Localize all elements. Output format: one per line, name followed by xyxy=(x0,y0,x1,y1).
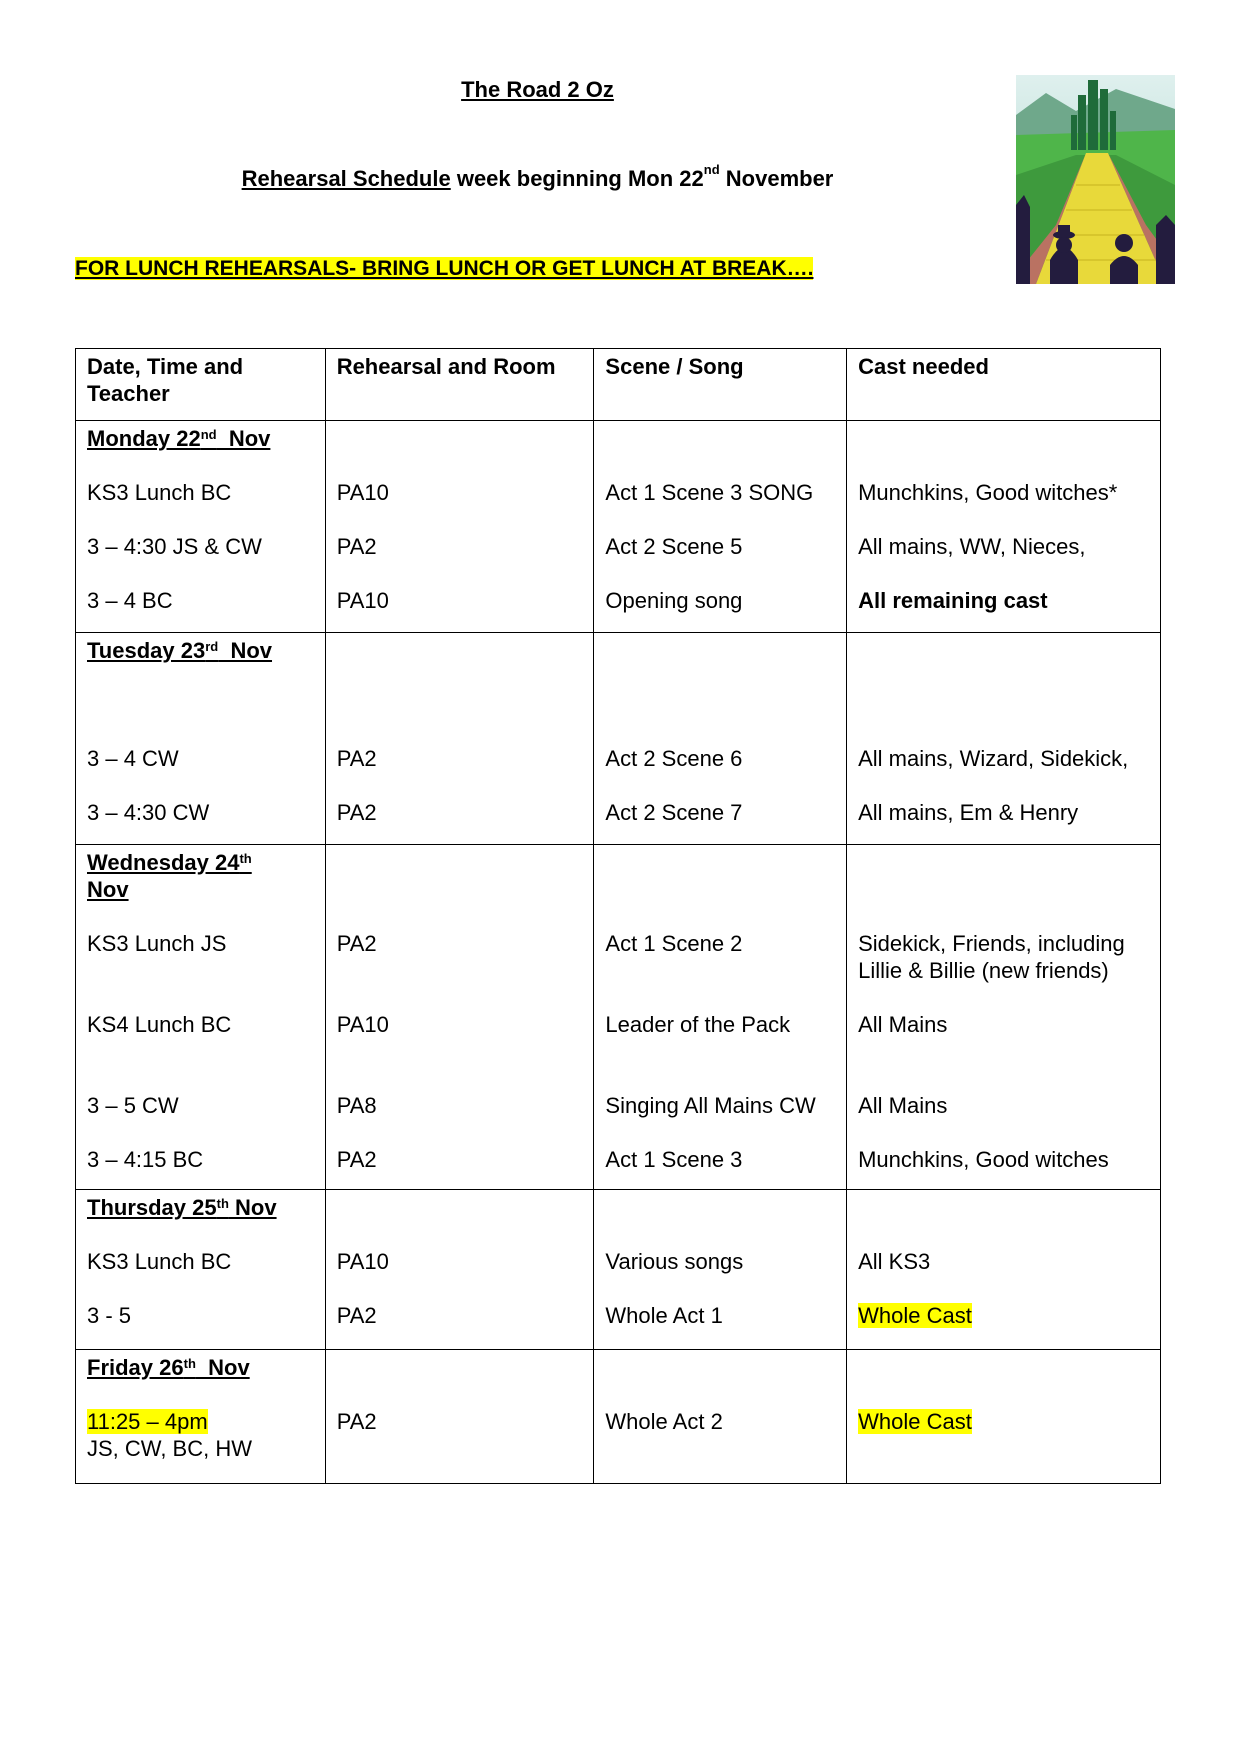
day-heading-friday: Friday 26th Nov xyxy=(87,1355,250,1380)
table-row-wednesday xyxy=(76,845,1161,1190)
friday-times-cell xyxy=(76,1350,326,1484)
document-title: The Road 2 Oz xyxy=(461,77,614,102)
thursday-rooms-cell xyxy=(325,1190,594,1350)
wednesday-room-4: PA2 xyxy=(336,1147,377,1172)
monday-time-2: 3 – 4:30 JS & CW xyxy=(87,534,262,559)
friday-cast-1: Whole Cast xyxy=(858,1409,972,1434)
wednesday-times-cell xyxy=(76,845,326,1190)
day-heading-thursday: Thursday 25th Nov xyxy=(87,1195,277,1220)
thursday-time-1: KS3 Lunch BC xyxy=(87,1249,232,1274)
friday-scenes-cell xyxy=(594,1350,847,1484)
monday-cast-3: All remaining cast xyxy=(858,588,1048,613)
monday-room-1: PA10 xyxy=(336,480,389,505)
friday-cast-cell xyxy=(847,1350,1161,1484)
wednesday-cast-cell xyxy=(847,845,1161,1190)
tuesday-scene-2: Act 2 Scene 7 xyxy=(605,800,743,825)
monday-cast-cell xyxy=(847,421,1161,633)
monday-time-1: KS3 Lunch BC xyxy=(87,480,232,505)
table-row-tuesday xyxy=(76,633,1161,845)
thursday-times-cell xyxy=(76,1190,326,1350)
tuesday-cast-1: All mains, Wizard, Sidekick, xyxy=(858,746,1129,771)
tuesday-room-2: PA2 xyxy=(336,800,377,825)
tuesday-room-1: PA2 xyxy=(336,746,377,771)
wednesday-room-3: PA8 xyxy=(336,1093,377,1118)
tuesday-cast-2: All mains, Em & Henry xyxy=(858,800,1079,825)
thursday-scene-2: Whole Act 1 xyxy=(605,1303,723,1328)
column-header-date: Date, Time and Teacher xyxy=(76,349,326,421)
day-heading-wednesday: Wednesday 24th xyxy=(87,850,252,875)
tuesday-scene-1: Act 2 Scene 6 xyxy=(605,746,743,771)
rehearsal-schedule-table xyxy=(75,348,1161,1484)
wednesday-cast-1: Sidekick, Friends, including xyxy=(858,931,1125,956)
wednesday-time-1: KS3 Lunch JS xyxy=(87,931,227,956)
thursday-scene-1: Various songs xyxy=(605,1249,744,1274)
monday-cast-2: All mains, WW, Nieces, xyxy=(858,534,1086,559)
tuesday-scenes-cell xyxy=(594,633,847,845)
monday-times-cell xyxy=(76,421,326,633)
monday-cast-1: Munchkins, Good witches* xyxy=(858,480,1118,505)
thursday-cast-cell xyxy=(847,1190,1161,1350)
wednesday-rooms-cell xyxy=(325,845,594,1190)
column-header-room: Rehearsal and Room xyxy=(325,349,594,421)
document-subtitle: Rehearsal Schedule week beginning Mon 22nd November xyxy=(241,162,834,191)
thursday-time-2: 3 - 5 xyxy=(87,1303,132,1328)
day-heading-tuesday: Tuesday 23rd Nov xyxy=(87,638,273,663)
column-header-scene: Scene / Song xyxy=(594,349,847,421)
wednesday-cast-3: All Mains xyxy=(858,1093,948,1118)
monday-scenes-cell xyxy=(594,421,847,633)
yellow-brick-road-illustration xyxy=(1016,75,1175,284)
table-row-monday xyxy=(76,421,1161,633)
wednesday-cast-2: All Mains xyxy=(858,1012,948,1037)
wednesday-scene-3: Singing All Mains CW xyxy=(605,1093,816,1118)
wednesday-time-3: 3 – 5 CW xyxy=(87,1093,179,1118)
thursday-room-2: PA2 xyxy=(336,1303,377,1328)
thursday-room-1: PA10 xyxy=(336,1249,389,1274)
wednesday-scenes-cell xyxy=(594,845,847,1190)
column-header-cast: Cast needed xyxy=(847,349,1161,421)
monday-scene-1: Act 1 Scene 3 SONG xyxy=(605,480,814,505)
monday-scene-2: Act 2 Scene 5 xyxy=(605,534,743,559)
wednesday-time-4: 3 – 4:15 BC xyxy=(87,1147,204,1172)
wednesday-room-2: PA10 xyxy=(336,1012,389,1037)
table-row-thursday xyxy=(76,1190,1161,1350)
wednesday-room-1: PA2 xyxy=(336,931,377,956)
friday-scene-1: Whole Act 2 xyxy=(605,1409,723,1434)
table-row-friday xyxy=(76,1350,1161,1484)
lunch-notice: FOR LUNCH REHEARSALS- BRING LUNCH OR GET LUNCH AT BREAK…. xyxy=(75,257,814,280)
thursday-cast-2: Whole Cast xyxy=(858,1303,972,1328)
wednesday-scene-2: Leader of the Pack xyxy=(605,1012,791,1037)
monday-scene-3: Opening song xyxy=(605,588,743,613)
wednesday-cast-1-continued: Lillie & Billie (new friends) xyxy=(858,958,1109,983)
tuesday-times-cell xyxy=(76,633,326,845)
thursday-cast-1: All KS3 xyxy=(858,1249,931,1274)
tuesday-rooms-cell xyxy=(325,633,594,845)
thursday-scenes-cell xyxy=(594,1190,847,1350)
wednesday-time-2: KS4 Lunch BC xyxy=(87,1012,232,1037)
tuesday-cast-cell xyxy=(847,633,1161,845)
wednesday-scene-1: Act 1 Scene 2 xyxy=(605,931,743,956)
monday-rooms-cell xyxy=(325,421,594,633)
day-heading-wednesday-month: Nov xyxy=(87,877,129,902)
friday-rooms-cell xyxy=(325,1350,594,1484)
monday-room-2: PA2 xyxy=(336,534,377,559)
day-heading-monday: Monday 22nd Nov xyxy=(87,426,271,451)
friday-time-1: 11:25 – 4pm xyxy=(87,1409,208,1434)
tuesday-time-1: 3 – 4 CW xyxy=(87,746,179,771)
monday-time-3: 3 – 4 BC xyxy=(87,588,173,613)
tuesday-time-2: 3 – 4:30 CW xyxy=(87,800,210,825)
friday-teachers: JS, CW, BC, HW xyxy=(87,1436,252,1461)
wednesday-scene-4: Act 1 Scene 3 xyxy=(605,1147,743,1172)
monday-room-3: PA10 xyxy=(336,588,389,613)
wednesday-cast-4: Munchkins, Good witches xyxy=(858,1147,1109,1172)
friday-room-1: PA2 xyxy=(336,1409,377,1434)
table-header-row xyxy=(76,349,1161,421)
